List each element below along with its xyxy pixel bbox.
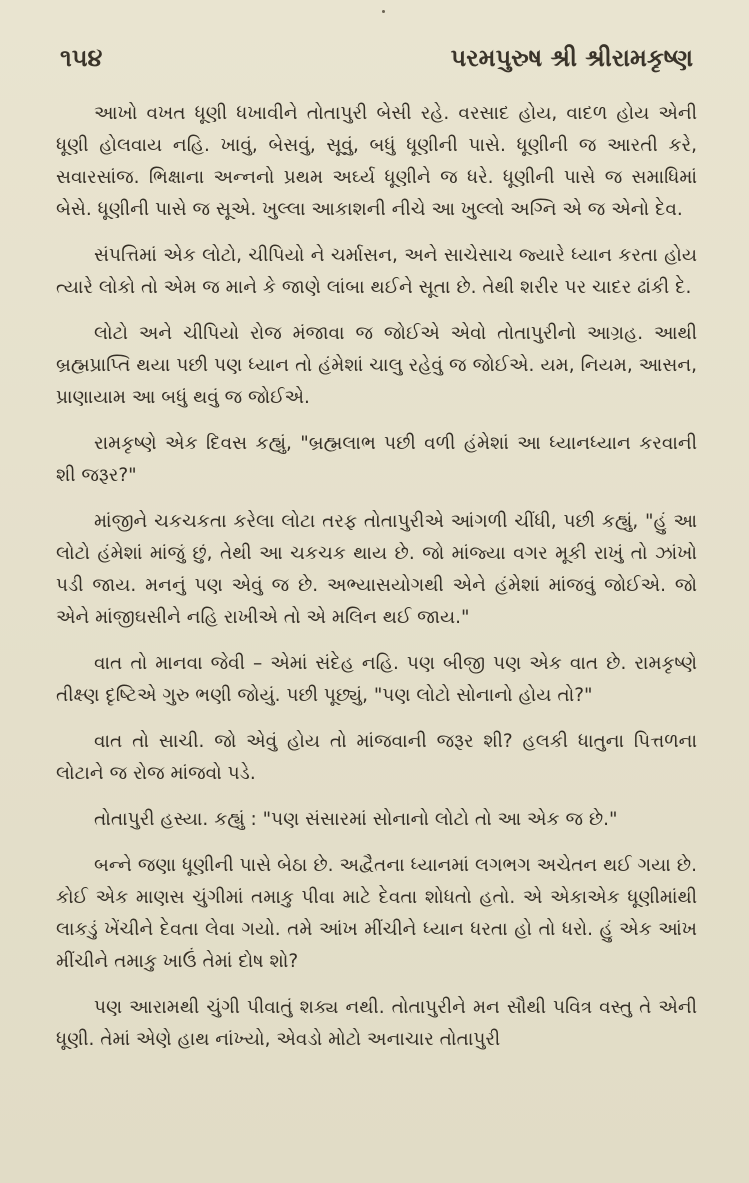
paragraph: વાત તો સાચી. જો એવું હોય તો માંજવાની જરૂર શી? હલકી ધાતુના પિત્તળના લોટાને જ રોજ માંજવો પડે.	[56, 731, 697, 784]
running-title: પરમપુરુષ શ્રી શ્રીરામકૃષ્ણ	[450, 44, 693, 72]
paragraph: તોતાપુરી હસ્યા. કહ્યું : "પણ સંસારમાં સોનાનો લોટો તો આ એક જ છે."	[94, 809, 618, 830]
page-header	[56, 44, 697, 72]
page-number: ૧૫૪	[60, 44, 103, 72]
page-body	[56, 98, 697, 1056]
paragraph: સંપત્તિમાં એક લોટો, ચીપિયો ને ચર્માસન, અને સાચેસાચ જ્યારે ધ્યાન કરતા હોય ત્યારે લોકો તો એમ જ માને કે જાણે લાંબા થઈને સૂતા છે. તેથી શરીર પર ચાદર ઢાંકી દે.	[56, 245, 697, 298]
paragraph: માંજીને ચકચકતા કરેલા લોટા તરફ તોતાપુરીએ આંગળી ચીંધી, પછી કહ્યું, "હું આ લોટો હંમેશાં માંજું છું, તેથી આ ચકચક થાય છે. જો માંજ્યા વગર મૂકી રાખું તો ઝાંખો પડી જાય. મનનું પણ એવું જ છે. અભ્યાસયોગથી એને હંમેશાં માંજવું જોઈએ. જો એને માંજીઘસીને નહિ રાખીએ તો એ મલિન થઈ જાય."	[56, 511, 697, 628]
paragraph: રામકૃષ્ણે એક દિવસ કહ્યું, "બ્રહ્મલાભ પછી વળી હંમેશાં આ ધ્યાનધ્યાન કરવાની શી જરૂર?"	[56, 433, 697, 486]
paragraph: લોટો અને ચીપિયો રોજ મંજાવા જ જોઈએ એવો તોતાપુરીનો આગ્રહ. આથી બ્રહ્મપ્રાપ્તિ થયા પછી પણ ધ્યાન તો હંમેશાં ચાલુ રહેવું જ જોઈએ. યમ, નિયમ, આસન, પ્રાણાયામ આ બધું થવું જ જોઈએ.	[56, 323, 697, 408]
paragraph: વાત તો માનવા જેવી – એમાં સંદેહ નહિ. પણ બીજી પણ એક વાત છે. રામકૃષ્ણે તીક્ષ્ણ દૃષ્ટિએ ગુરુ ભણી જોયું. પછી પૂછ્યું, "પણ લોટો સોનાનો હોય તો?"	[56, 653, 697, 706]
paragraph: આખો વખત ધૂણી ધખાવીને તોતાપુરી બેસી રહે. વરસાદ હોય, વાદળ હોય એની ધૂણી હોલવાય નહિ. ખાવું, બેસવું, સૂવું, બધું ધૂણીની પાસે. ધૂણીની જ આરતી કરે, સવારસાંજ. ભિક્ષાના અન્નનો પ્રથમ અર્ઘ્ય ધૂણીને જ ધરે. ધૂણીની પાસે જ સમાધિમાં બેસે. ધૂણીની પાસે જ સૂએ. ખુલ્લા આકાશની નીચે આ ખુલ્લો અગ્નિ એ જ એનો દેવ.	[56, 103, 697, 220]
print-speck	[382, 10, 385, 13]
paragraph: બન્ને જણા ધૂણીની પાસે બેઠા છે. અદ્વૈતના ધ્યાનમાં લગભગ અચેતન થઈ ગયા છે. કોઈ એક માણસ ચુંગીમાં તમાકુ પીવા માટે દેવતા શોધતો હતો. એ એકાએક ધૂણીમાંથી લાકડું ખેંચીને દેવતા લેવા ગયો. તમે આંખ મીંચીને ધ્યાન ધરતા હો તો ધરો. હું એક આંખ મીંચીને તમાકુ ખાઉં તેમાં દોષ શો?	[56, 855, 697, 972]
paragraph: પણ આરામથી ચુંગી પીવાતું શક્ય નથી. તોતાપુરીને મન સૌથી પવિત્ર વસ્તુ તે એની ધૂણી. તેમાં એણે હાથ નાંખ્યો, એવડો મોટો અનાચાર તોતાપુરી	[56, 997, 697, 1050]
